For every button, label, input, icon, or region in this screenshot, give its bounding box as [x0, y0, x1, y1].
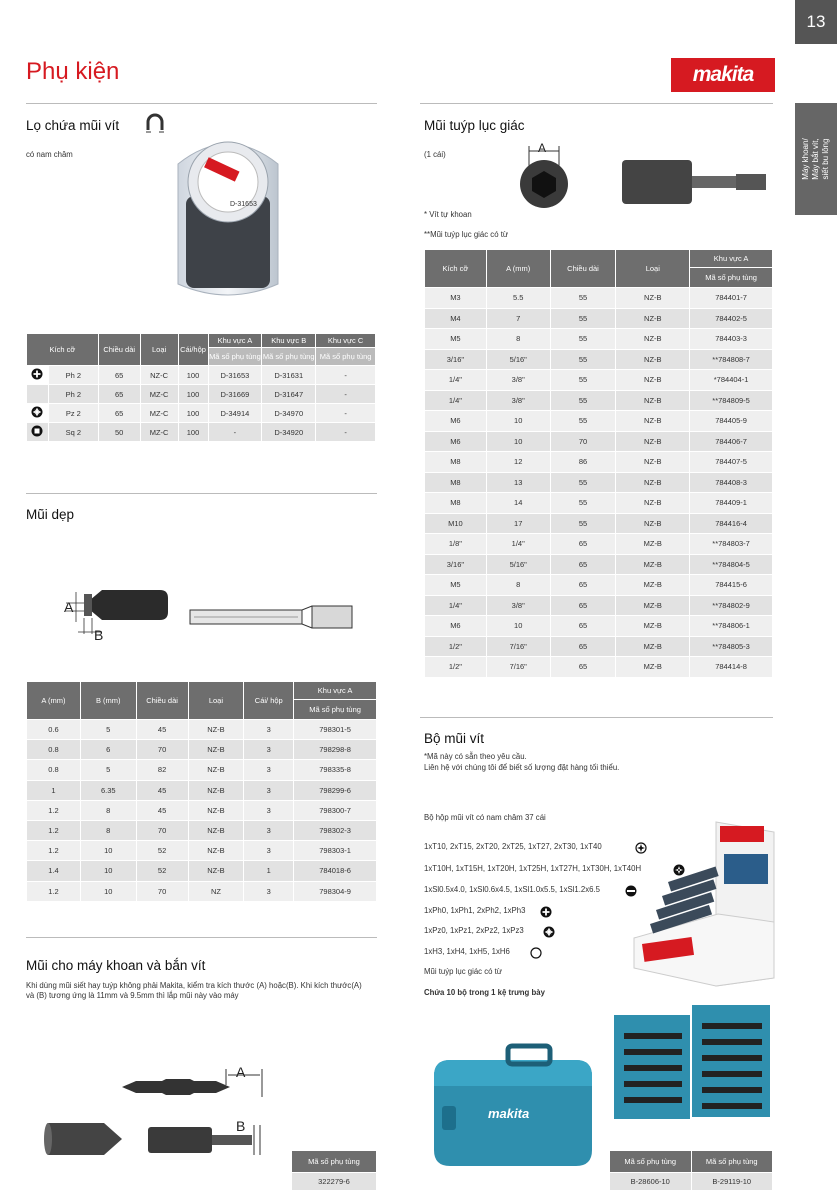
drill-bits-description: Khi dùng mũi siết hay tuýp không phải Makita, kiểm tra kích thước (A) hoặc(B). Khi kích thước(A) và (B) tương ứng là 11mm và 9.5mm thì lắp mũi này vào máy — [26, 981, 362, 1000]
table-cell: 798303-1 — [294, 841, 377, 861]
table-cell: 55 — [550, 288, 616, 309]
table-cell: 3 — [244, 881, 294, 901]
pozi-icon — [543, 925, 555, 943]
col-header: Mã số phụ tùng — [610, 1151, 692, 1173]
bit-container-title: Lọ chứa mũi vít — [26, 118, 120, 133]
table-cell: 798299-6 — [294, 780, 377, 800]
bit-set-item: 1xT10H, 1xT15H, 1xT20H, 1xT25H, 1xT27H, 1xT30H, 1xT40H — [424, 864, 642, 873]
table-cell: NZ-B — [616, 493, 690, 514]
table-cell: 1 — [244, 861, 294, 881]
bit-set-item: 1xSl0.5x4.0, 1xSl0.6x4.5, 1xSl1.0x5.5, 1xSl1.2x6.5 — [424, 885, 600, 894]
table-cell: 1/4" — [425, 370, 487, 391]
col-subheader: Mã số phụ tùng — [316, 348, 376, 366]
bit-set-title: Bộ mũi vít — [424, 731, 485, 746]
part-code: B-29119-10 — [691, 1173, 773, 1191]
table-cell: NZ-B — [616, 329, 690, 350]
table-row — [27, 820, 377, 840]
table-cell: M5 — [425, 575, 487, 596]
part-code: 322279-6 — [292, 1173, 377, 1191]
table-cell: NZ-B — [188, 720, 244, 740]
table-cell: 7/16" — [486, 636, 550, 657]
table-cell: 5.5 — [486, 288, 550, 309]
table-cell: 1/2" — [425, 657, 487, 678]
table-row — [425, 595, 773, 616]
table-cell: M6 — [425, 431, 487, 452]
table-cell: 784416-4 — [690, 513, 773, 534]
table-cell: 55 — [550, 308, 616, 329]
table-cell: 0.8 — [27, 740, 81, 760]
table-row — [425, 616, 773, 637]
case-brand: makita — [488, 1106, 530, 1121]
table-row: Ph 2 65 NZ-C 100 D-31653 D-31631 - — [27, 366, 376, 385]
col-header: Khu vực A — [208, 334, 262, 348]
table-cell: MZ-B — [616, 554, 690, 575]
table-cell: 1.2 — [27, 881, 81, 901]
col-header: Khu vực C — [316, 334, 376, 348]
display-stand-image — [628, 818, 778, 990]
table-row: Sq 2 50 MZ-C 100 - D-34920 - — [27, 423, 376, 442]
bit-container-table — [26, 333, 376, 442]
table-cell: 798302-3 — [294, 820, 377, 840]
table-cell: 8 — [486, 575, 550, 596]
bit-set-box-title: Bộ hộp mũi vít có nam châm 37 cái — [424, 813, 546, 822]
table-cell: 784408-3 — [690, 472, 773, 493]
table-cell: 1.4 — [27, 861, 81, 881]
label-a: A — [538, 141, 547, 155]
table-cell: 65 — [550, 534, 616, 555]
table-cell: 55 — [550, 329, 616, 350]
table-cell: NZ-B — [616, 370, 690, 391]
bit-set-code-table — [609, 1150, 773, 1191]
table-cell: M10 — [425, 513, 487, 534]
table-cell: 798301-5 — [294, 720, 377, 740]
hex-icon — [530, 946, 542, 964]
drill-bits-title: Mũi cho máy khoan và bắn vít — [26, 958, 206, 973]
col-header: A (mm) — [486, 250, 550, 288]
table-cell: 10 — [80, 861, 136, 881]
table-cell: 55 — [550, 493, 616, 514]
col-header: Khu vực A — [690, 250, 773, 268]
table-row — [425, 452, 773, 473]
table-cell: NZ-B — [616, 390, 690, 411]
table-cell: **784802-9 — [690, 595, 773, 616]
table-cell: 13 — [486, 472, 550, 493]
hex-note-2: **Mũi tuýp lục giác có từ — [424, 230, 509, 239]
table-cell: 14 — [486, 493, 550, 514]
table-cell: MZ-B — [616, 636, 690, 657]
table-cell: 55 — [550, 349, 616, 370]
table-cell: M8 — [425, 472, 487, 493]
table-cell: NZ-B — [188, 780, 244, 800]
table-cell: 3/8" — [486, 390, 550, 411]
table-cell: 1/2" — [425, 636, 487, 657]
col-header: Chiều dài — [136, 682, 188, 720]
table-cell: 798300-7 — [294, 800, 377, 820]
table-cell: NZ-B — [616, 308, 690, 329]
table-row — [425, 390, 773, 411]
table-cell: 65 — [550, 575, 616, 596]
table-row — [27, 841, 377, 861]
col-header: Kích cỡ — [425, 250, 487, 288]
flat-bit-diagram — [62, 582, 357, 644]
table-cell: M5 — [425, 329, 487, 350]
table-row — [27, 740, 377, 760]
bit-set-item: 1xPh0, 1xPh1, 2xPh2, 1xPh3 — [424, 906, 526, 915]
col-header: Khu vực A — [294, 682, 377, 700]
table-cell: 10 — [80, 841, 136, 861]
table-row — [27, 780, 377, 800]
table-cell: 8 — [80, 820, 136, 840]
table-cell: 7 — [486, 308, 550, 329]
table-cell: 10 — [486, 411, 550, 432]
table-cell: **784808-7 — [690, 349, 773, 370]
divider — [420, 717, 773, 718]
table-cell: NZ-B — [616, 288, 690, 309]
table-cell: **784804-5 — [690, 554, 773, 575]
table-cell: 3 — [244, 720, 294, 740]
table-cell: 3/8" — [486, 595, 550, 616]
part-code: B-28606-10 — [610, 1173, 692, 1191]
col-header: Loại — [140, 334, 178, 366]
table-cell: **784805-3 — [690, 636, 773, 657]
table-cell: 5/16" — [486, 554, 550, 575]
jar-label: D-31653 — [230, 201, 257, 208]
col-header: Chiều dài — [98, 334, 140, 366]
drill-bit-diagram — [40, 1055, 280, 1165]
display-line: Chứa 10 bộ trong 1 kệ trưng bày — [424, 988, 545, 997]
table-cell: M4 — [425, 308, 487, 329]
table-row — [425, 493, 773, 514]
table-cell: MZ-B — [616, 595, 690, 616]
table-cell: 65 — [550, 595, 616, 616]
table-row — [27, 760, 377, 780]
table-cell: 65 — [550, 657, 616, 678]
table-cell: 8 — [486, 329, 550, 350]
table-cell: 784403-3 — [690, 329, 773, 350]
table-cell: 784405-9 — [690, 411, 773, 432]
bit-set-note-2: Liên hệ với chúng tôi để biết số lượng đặt hàng tối thiểu. — [424, 763, 620, 772]
table-cell: 1/4" — [425, 595, 487, 616]
table-cell: 3 — [244, 740, 294, 760]
table-cell: *784404-1 — [690, 370, 773, 391]
table-cell: 65 — [550, 554, 616, 575]
square-circle-icon — [27, 423, 49, 442]
table-cell: 55 — [550, 411, 616, 432]
col-subheader: Mã số phụ tùng — [262, 348, 316, 366]
side-tab-label: Máy khoan/ Máy bắt vít, siết bu lông — [801, 138, 830, 180]
bit-set-item: 1xT10, 2xT15, 2xT20, 2xT25, 1xT27, 2xT30, 1xT40 — [424, 842, 602, 851]
table-cell: 55 — [550, 370, 616, 391]
table-cell: 784407-5 — [690, 452, 773, 473]
table-cell: 10 — [80, 881, 136, 901]
table-cell: 1 — [27, 780, 81, 800]
col-header: B (mm) — [80, 682, 136, 720]
table-row — [425, 657, 773, 678]
table-cell: M8 — [425, 493, 487, 514]
socket-line: Mũi tuýp lục giác có từ — [424, 967, 503, 976]
table-cell: 70 — [136, 881, 188, 901]
label-a: A — [236, 1064, 246, 1080]
col-header: Chiều dài — [550, 250, 616, 288]
table-row — [27, 881, 377, 901]
table-cell: 70 — [136, 820, 188, 840]
table-row — [425, 534, 773, 555]
table-cell: 784402-5 — [690, 308, 773, 329]
table-cell: 3 — [244, 841, 294, 861]
table-cell: 784401-7 — [690, 288, 773, 309]
table-cell: 1/4" — [486, 534, 550, 555]
magnet-icon — [143, 112, 167, 138]
table-cell: 784415-6 — [690, 575, 773, 596]
label-a: A — [64, 599, 74, 615]
bit-case-image — [424, 1026, 604, 1176]
side-tab[interactable] — [795, 103, 837, 215]
table-cell: NZ-B — [616, 452, 690, 473]
table-cell: 1.2 — [27, 841, 81, 861]
table-cell: NZ-B — [188, 820, 244, 840]
table-row — [425, 472, 773, 493]
table-cell: 8 — [80, 800, 136, 820]
table-row — [425, 575, 773, 596]
col-header: Cái/ hộp — [244, 682, 294, 720]
table-cell: 784406-7 — [690, 431, 773, 452]
divider — [26, 493, 377, 494]
table-cell: NZ — [188, 881, 244, 901]
table-cell: NZ-B — [188, 740, 244, 760]
col-subheader: Mã số phụ tùng — [294, 700, 377, 720]
table-row — [425, 349, 773, 370]
col-header: Loại — [188, 682, 244, 720]
table-row — [425, 329, 773, 350]
table-cell: 3 — [244, 760, 294, 780]
bit-set-item: 1xPz0, 1xPz1, 2xPz2, 1xPz3 — [424, 926, 524, 935]
table-row — [425, 636, 773, 657]
table-cell: NZ-B — [188, 841, 244, 861]
col-header: Kích cỡ — [27, 334, 99, 366]
table-cell: 65 — [550, 616, 616, 637]
table-cell: **784803-7 — [690, 534, 773, 555]
table-cell: MZ-B — [616, 616, 690, 637]
table-cell: 7/16" — [486, 657, 550, 678]
table-cell: 45 — [136, 800, 188, 820]
table-row: Pz 2 65 MZ-C 100 D-34914 D-34970 - — [27, 404, 376, 423]
table-cell: NZ-B — [616, 472, 690, 493]
table-cell: 55 — [550, 390, 616, 411]
table-cell: 3/16" — [425, 349, 487, 370]
table-cell: 82 — [136, 760, 188, 780]
table-cell: 798335-8 — [294, 760, 377, 780]
table-cell: 0.8 — [27, 760, 81, 780]
table-cell: 1/8" — [425, 534, 487, 555]
flat-bits-table — [26, 681, 377, 902]
table-row — [425, 370, 773, 391]
table-cell: 784409-1 — [690, 493, 773, 514]
open-bit-case-image — [612, 1005, 774, 1155]
phillips-icon — [540, 905, 552, 923]
table-row — [425, 431, 773, 452]
table-cell: 5 — [80, 720, 136, 740]
hex-note-1: * Vít tự khoan — [424, 210, 472, 219]
table-cell: 3 — [244, 800, 294, 820]
hex-sockets-title: Mũi tuýp lục giác — [424, 118, 525, 133]
divider — [26, 937, 377, 938]
table-cell: 70 — [550, 431, 616, 452]
page-number: 13 — [795, 0, 837, 44]
table-cell: M6 — [425, 411, 487, 432]
table-cell: M6 — [425, 616, 487, 637]
table-cell: 1.2 — [27, 820, 81, 840]
table-cell: NZ-B — [188, 800, 244, 820]
table-cell: 70 — [136, 740, 188, 760]
col-subheader: Mã số phụ tùng — [208, 348, 262, 366]
table-cell: 52 — [136, 861, 188, 881]
table-cell: 17 — [486, 513, 550, 534]
table-cell: 3 — [244, 780, 294, 800]
table-row — [27, 861, 377, 881]
table-cell: 10 — [486, 431, 550, 452]
col-header: Khu vực B — [262, 334, 316, 348]
col-header: Mã số phụ tùng — [292, 1151, 377, 1173]
divider — [26, 103, 377, 104]
col-header: A (mm) — [27, 682, 81, 720]
hex-socket-diagram — [514, 138, 774, 210]
table-cell: M3 — [425, 288, 487, 309]
table-cell: NZ-B — [616, 411, 690, 432]
col-header: Cái/hộp — [178, 334, 208, 366]
table-cell: NZ-B — [616, 349, 690, 370]
table-cell: 784414-8 — [690, 657, 773, 678]
table-cell: 65 — [550, 636, 616, 657]
table-cell: MZ-B — [616, 575, 690, 596]
hex-sockets-table — [424, 249, 773, 678]
table-cell: MZ-B — [616, 657, 690, 678]
table-cell: 55 — [550, 472, 616, 493]
plus-circle-icon — [27, 366, 49, 385]
col-subheader: Mã số phụ tùng — [690, 268, 773, 288]
label-b: B — [94, 627, 104, 643]
table-cell: NZ-B — [616, 431, 690, 452]
table-cell: 52 — [136, 841, 188, 861]
table-cell: 1/4" — [425, 390, 487, 411]
table-cell: 45 — [136, 780, 188, 800]
table-cell: 3/8" — [486, 370, 550, 391]
drill-bits-code-table — [291, 1150, 377, 1191]
table-row — [425, 288, 773, 309]
table-row — [27, 800, 377, 820]
table-cell: M8 — [425, 452, 487, 473]
bit-set-item: 1xH3, 1xH4, 1xH5, 1xH6 — [424, 947, 510, 956]
table-cell: MZ-B — [616, 534, 690, 555]
table-row: Ph 2 65 MZ-C 100 D-31669 D-31647 - — [27, 385, 376, 404]
table-cell: 798304-9 — [294, 881, 377, 901]
table-row — [425, 554, 773, 575]
bit-set-note-1: *Mã này có sẵn theo yêu cầu. — [424, 752, 527, 761]
table-cell: NZ-B — [188, 760, 244, 780]
table-cell: 0.6 — [27, 720, 81, 740]
page-title: Phụ kiện — [26, 58, 120, 85]
hex-qty-note: (1 cái) — [424, 150, 446, 159]
col-header: Mã số phụ tùng — [691, 1151, 773, 1173]
table-cell: 3/16" — [425, 554, 487, 575]
table-cell: 798298-8 — [294, 740, 377, 760]
col-header: Loại — [616, 250, 690, 288]
table-cell: 1.2 — [27, 800, 81, 820]
table-row — [27, 720, 377, 740]
label-b: B — [236, 1118, 246, 1134]
table-cell: **784806-1 — [690, 616, 773, 637]
table-cell: 12 — [486, 452, 550, 473]
table-cell: NZ-B — [616, 513, 690, 534]
table-cell: NZ-B — [188, 861, 244, 881]
table-cell: 10 — [486, 616, 550, 637]
table-row — [425, 513, 773, 534]
divider — [420, 103, 773, 104]
table-cell: **784809-5 — [690, 390, 773, 411]
table-cell: 6 — [80, 740, 136, 760]
flat-bits-title: Mũi dẹp — [26, 507, 75, 522]
pozi-circle-icon — [27, 404, 49, 423]
table-cell: 45 — [136, 720, 188, 740]
bit-container-note: có nam châm — [26, 150, 73, 159]
table-cell: 6.35 — [80, 780, 136, 800]
table-cell: 55 — [550, 513, 616, 534]
table-cell: 784018-6 — [294, 861, 377, 881]
table-cell: 3 — [244, 820, 294, 840]
table-row — [425, 308, 773, 329]
table-cell: 86 — [550, 452, 616, 473]
bit-jar-image — [172, 124, 284, 304]
brand-logo: makita — [671, 58, 775, 92]
table-cell: 5/16" — [486, 349, 550, 370]
table-row — [425, 411, 773, 432]
table-cell: 5 — [80, 760, 136, 780]
